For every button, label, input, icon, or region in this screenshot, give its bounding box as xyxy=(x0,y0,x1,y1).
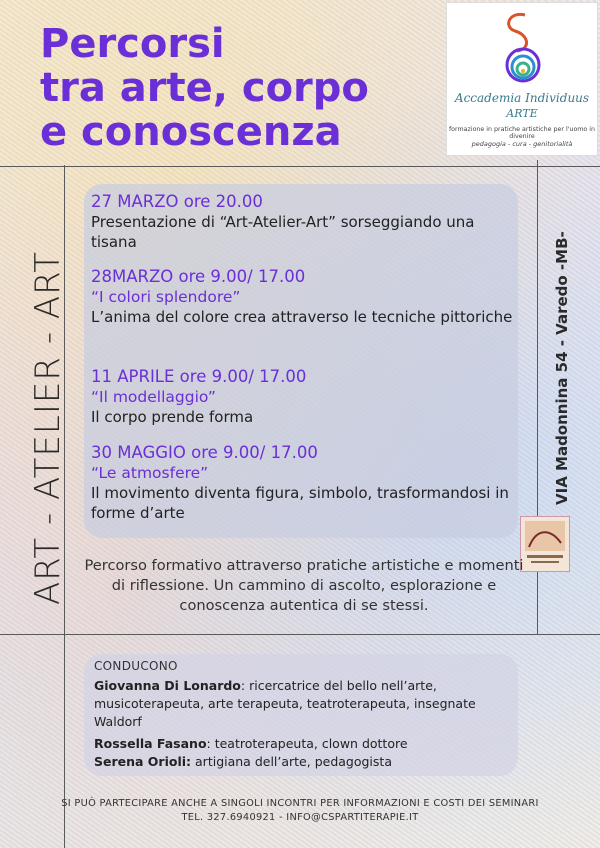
footer-contact: TEL. 327.6940921 - INFO@CSPARTITERAPIE.IT xyxy=(181,812,419,823)
title-line-3: e conoscenza xyxy=(40,109,342,155)
conductor-item xyxy=(94,753,514,771)
event-item xyxy=(91,192,521,252)
event-description: Il corpo prende forma xyxy=(91,408,254,426)
event-subtitle: “Le atmosfere” xyxy=(91,464,209,482)
conductor-name: Giovanna Di Lonardo xyxy=(94,678,241,693)
footer-info: SI PUÒ PARTECIPARE ANCHE A SINGOLI INCONTRI PER INFORMAZIONI E COSTI DEI SEMINARI xyxy=(61,798,539,809)
conductor-name: Rossella Fasano xyxy=(94,736,207,751)
address-vertical: VIA Madonnina 54 - Varedo -MB- xyxy=(553,231,571,505)
logo-name: Accademia Individuus xyxy=(454,91,590,105)
logo-arte: ARTE xyxy=(506,107,538,120)
event-subtitle: “I colori splendore” xyxy=(91,288,241,306)
frame-line-mid xyxy=(0,634,600,635)
event-date: 11 APRILE ore 9.00/ 17.00 xyxy=(91,367,307,386)
logo-subtitle: pedagogia - cura - genitorialità xyxy=(471,140,573,148)
event-date: 30 MAGGIO ore 9.00/ 17.00 xyxy=(91,443,318,462)
description-paragraph: Percorso formativo attraverso pratiche artistiche e momenti di riflessione. Un cammino di ascolto, esplorazione e conoscenza autentica di se stessi. xyxy=(84,557,524,614)
conductor-desc: : ricercatrice del bello nell’arte, musicoterapeuta, arte terapeuta, teatroterapeuta, insegnate Waldorf xyxy=(94,678,476,729)
event-item xyxy=(91,267,521,327)
event-date: 27 MARZO ore 20.00 xyxy=(91,192,263,211)
conductor-item xyxy=(94,677,514,731)
event-item xyxy=(91,367,521,427)
frame-line-top xyxy=(0,166,600,167)
title-line-1: Percorsi xyxy=(40,21,225,67)
conductor-desc: artigiana dell’arte, pedagogista xyxy=(191,754,392,769)
event-description: Il movimento diventa figura, simbolo, trasformandosi in forme d’arte xyxy=(91,484,509,522)
academy-logo xyxy=(446,2,598,156)
conductor-name: Serena Orioli: xyxy=(94,754,192,769)
conductor-desc: : teatroterapeuta, clown dottore xyxy=(206,736,408,751)
swirl-logo-icon xyxy=(495,9,549,89)
event-date: 28MARZO ore 9.00/ 17.00 xyxy=(91,267,306,286)
event-subtitle: “Il modellaggio” xyxy=(91,388,216,406)
event-description: L’anima del colore crea attraverso le tecniche pittoriche xyxy=(91,308,513,326)
page-title xyxy=(40,22,460,154)
event-item xyxy=(91,443,521,523)
vertical-title: ART - ATELIER - ART xyxy=(28,250,68,605)
logo-tagline: formazione in pratiche artistiche per l'uomo in divenire xyxy=(448,126,596,140)
title-line-2: tra arte, corpo xyxy=(40,65,369,111)
conducono-title: CONDUCONO xyxy=(94,659,178,673)
conductor-item xyxy=(94,735,514,753)
event-description: Presentazione di “Art-Atelier-Art” sorseggiando una tisana xyxy=(91,213,475,251)
stamp-logo-icon xyxy=(520,516,570,572)
